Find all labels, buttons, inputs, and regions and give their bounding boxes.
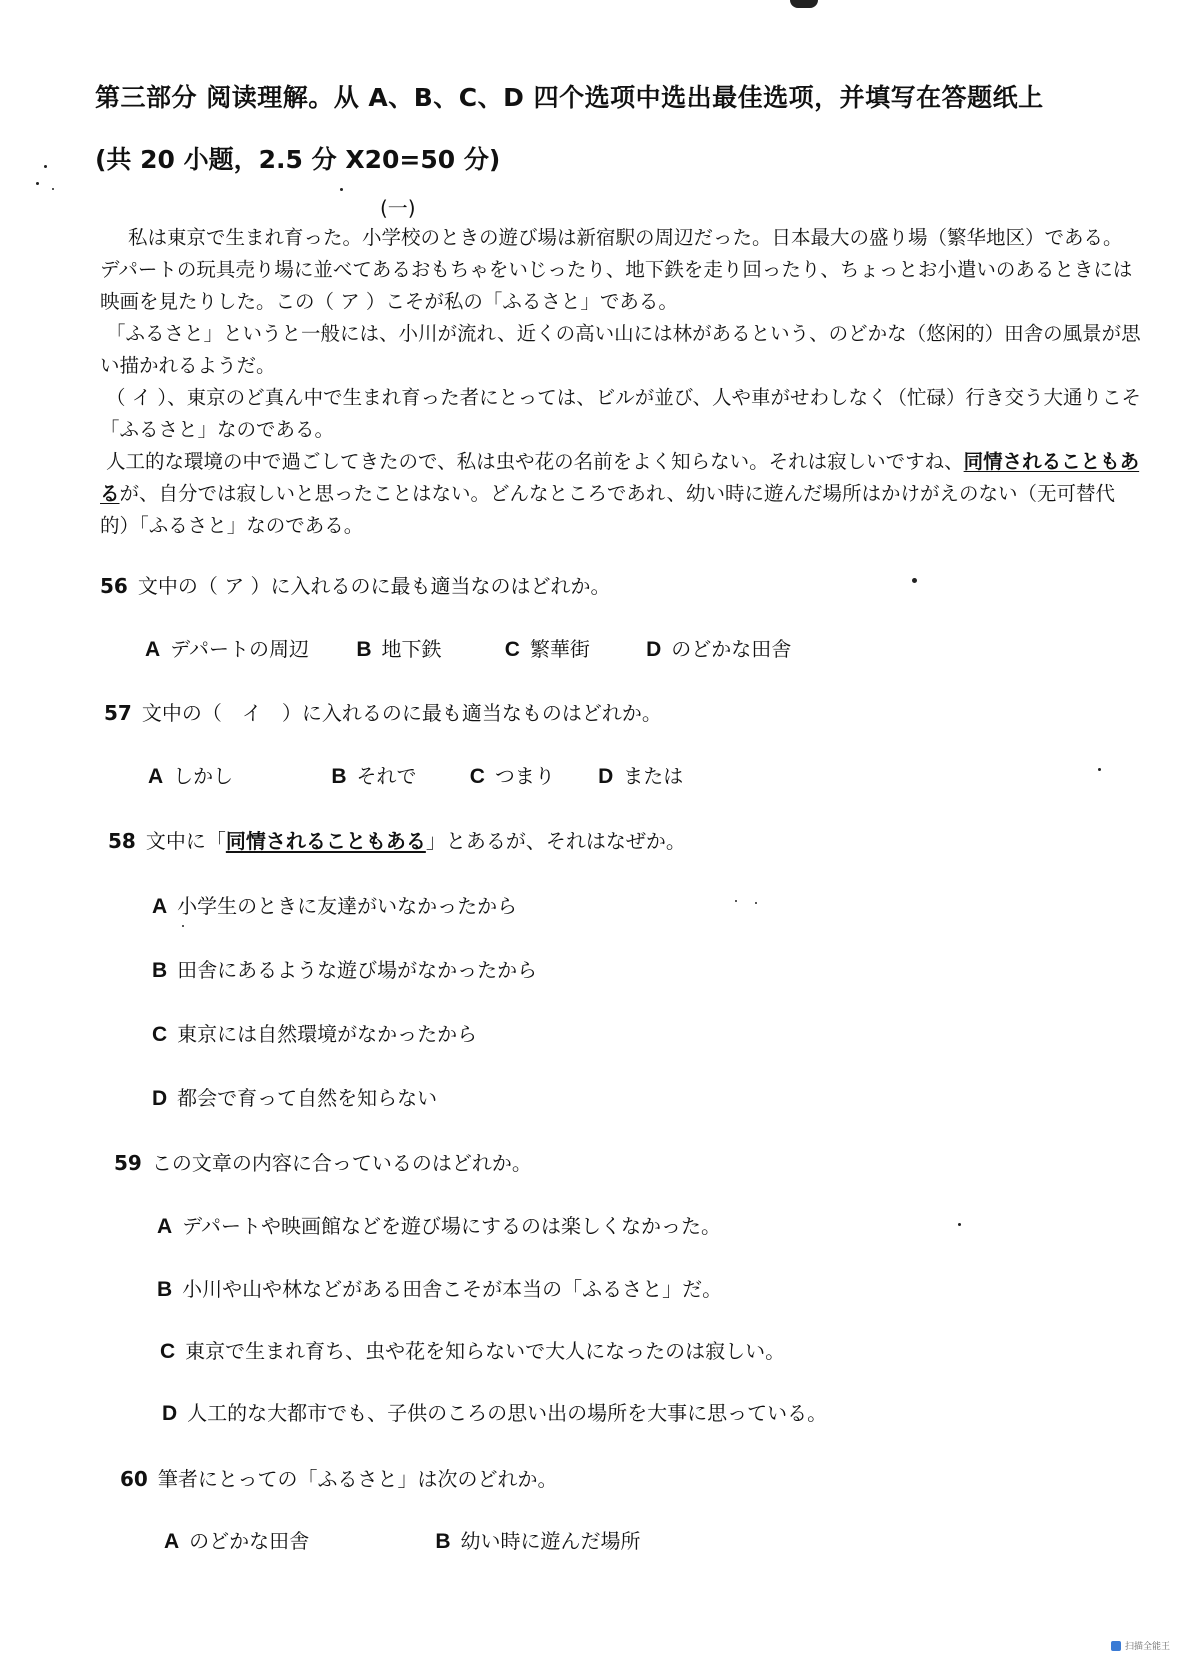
question-56 (100, 570, 611, 599)
option-text: または (623, 764, 684, 788)
option-d[interactable] (598, 760, 683, 789)
score-line: (共 20 小题，2.5 分 X20=50 分) (95, 145, 501, 174)
question-number: 60 (120, 1467, 148, 1491)
option-text: それで (356, 764, 417, 788)
scanner-logo-text: 扫描全能王 (1124, 1642, 1170, 1652)
question-text: 文中に「 (145, 829, 226, 853)
option-letter: B (435, 1530, 451, 1553)
scan-artifact (958, 1223, 961, 1226)
option-text: しかし (173, 764, 234, 788)
option-a[interactable] (145, 633, 350, 662)
option-text: 幼い時に遊んだ場所 (460, 1529, 641, 1553)
scan-artifact (52, 188, 54, 190)
question-number: 57 (104, 701, 132, 725)
option-text: のどかな田舎 (189, 1529, 310, 1553)
underlined-phrase: 同情されることもある (100, 450, 1140, 505)
question-text-end: 」とあるが、それはなぜか。 (425, 829, 686, 853)
scan-artifact (340, 188, 343, 191)
question-60 (120, 1463, 557, 1492)
option-text: 都会で育って自然を知らない (177, 1086, 438, 1110)
question-59-option-d[interactable] (162, 1397, 827, 1426)
option-letter: C (160, 1340, 176, 1363)
option-text: デパートの周辺 (170, 637, 309, 661)
option-letter: B (152, 959, 168, 982)
option-b[interactable] (356, 633, 498, 662)
option-letter: A (145, 638, 161, 661)
question-text: 筆者にとっての「ふるさと」は次のどれか。 (157, 1467, 558, 1491)
option-letter: A (148, 765, 164, 788)
question-57 (104, 697, 662, 726)
question-text: この文章の内容に合っているのはどれか。 (151, 1151, 532, 1175)
option-letter: B (331, 765, 347, 788)
scan-artifact (755, 902, 757, 904)
option-letter: A (157, 1215, 173, 1238)
section-title: 第三部分 阅读理解。从 A、B、C、D 四个选项中选出最佳选项，并填写在答题纸上 (95, 83, 1044, 112)
option-a[interactable] (148, 760, 325, 789)
option-d[interactable] (646, 633, 791, 662)
scanner-logo-icon (1111, 1641, 1121, 1651)
passage-paragraph-3: （ イ ）、東京のど真ん中で生まれ育った者にとっては、ビルが並び、人や車がせわしなく（忙碌）行き交う大通りこそ「ふるさと」なのである。 (100, 386, 1141, 441)
option-b[interactable] (435, 1525, 640, 1554)
option-text: 東京には自然環境がなかったから (177, 1022, 478, 1046)
question-number: 58 (108, 829, 136, 853)
option-c[interactable] (470, 760, 592, 789)
passage-paragraph-4-text: 人工的な環境の中で過ごしてきたので、私は虫や花の名前をよく知らない。それは寂しいですね、 (106, 450, 964, 473)
scanner-watermark (1111, 1639, 1170, 1652)
question-56-options (145, 633, 791, 662)
option-b[interactable] (331, 760, 463, 789)
reading-passage (100, 222, 1142, 542)
option-letter: D (162, 1402, 178, 1425)
option-letter: C (504, 638, 520, 661)
question-60-options (164, 1525, 641, 1554)
question-text: 文中の（ イ ）に入れるのに最も適当なものはどれか。 (141, 701, 662, 725)
option-text: のどかな田舎 (671, 637, 792, 661)
scan-artifact (735, 900, 737, 902)
question-58 (108, 825, 686, 854)
passage-paragraph-2: 「ふるさと」というと一般には、小川が流れ、近くの高い山には林があるという、のどかな（悠闲的）田舎の風景が思い描かれるようだ。 (100, 322, 1141, 377)
option-text: 地下鉄 (381, 637, 442, 661)
question-58-option-b[interactable] (152, 954, 537, 983)
scan-artifact (182, 925, 184, 927)
question-number: 59 (114, 1151, 142, 1175)
option-letter: A (152, 895, 168, 918)
option-letter: B (356, 638, 372, 661)
option-text: 田舎にあるような遊び場がなかったから (177, 958, 538, 982)
question-59-option-b[interactable] (157, 1273, 722, 1302)
option-text: 東京で生まれ育ち、虫や花を知らないで大人になったのは寂しい。 (185, 1339, 786, 1363)
option-c[interactable] (505, 633, 640, 662)
question-58-option-c[interactable] (152, 1018, 477, 1047)
passage-number: (一) (380, 196, 416, 220)
option-text: デパートや映画館などを遊び場にするのは楽しくなかった。 (182, 1214, 721, 1238)
option-letter: D (152, 1087, 168, 1110)
option-text: 小川や山や林などがある田舎こそが本当の「ふるさと」だ。 (182, 1277, 723, 1301)
scan-artifact (1098, 768, 1101, 771)
scan-artifact (44, 165, 47, 168)
scan-artifact (36, 182, 39, 185)
option-letter: C (152, 1023, 168, 1046)
option-text: 繁華街 (529, 637, 590, 661)
scan-artifact (912, 578, 917, 583)
option-text: 人工的な大都市でも、子供のころの思い出の場所を大事に思っている。 (187, 1401, 828, 1425)
question-text: 文中の（ ア ）に入れるのに最も適当なのはどれか。 (137, 574, 611, 598)
question-59 (114, 1147, 532, 1176)
passage-paragraph-4-text-end: が、自分では寂しいと思ったことはない。どんなところであれ、幼い時に遊んだ場所はかけがえのない（无可替代的）「ふるさと」なのである。 (100, 482, 1115, 537)
option-text: 小学生のときに友達がいなかったから (177, 894, 518, 918)
question-59-option-c[interactable] (160, 1335, 785, 1364)
option-letter: C (469, 765, 485, 788)
option-letter: D (598, 765, 614, 788)
underlined-phrase: 同情されることもある (225, 829, 426, 853)
question-59-option-a[interactable] (157, 1210, 721, 1239)
scan-artifact (790, 0, 818, 8)
passage-paragraph-4 (100, 446, 1142, 542)
option-text: つまり (494, 764, 555, 788)
option-letter: A (164, 1530, 180, 1553)
question-58-option-d[interactable] (152, 1082, 437, 1111)
question-58-option-a[interactable] (152, 890, 517, 919)
option-a[interactable] (164, 1525, 429, 1554)
passage-paragraph-1: 私は東京で生まれ育った。小学校のときの遊び場は新宿駅の周辺だった。日本最大の盛り場（繁华地区）である。デパートの玩具売り場に並べてあるおもちゃをいじったり、地下鉄を走り回ったり、ちょっとお小遣いのあるときには映画を見たりした。この（ ア ）こそが私の「ふるさと」である。 (100, 226, 1133, 313)
question-number: 56 (100, 574, 128, 598)
question-57-options (148, 760, 683, 789)
option-letter: D (646, 638, 662, 661)
option-letter: B (157, 1278, 173, 1301)
